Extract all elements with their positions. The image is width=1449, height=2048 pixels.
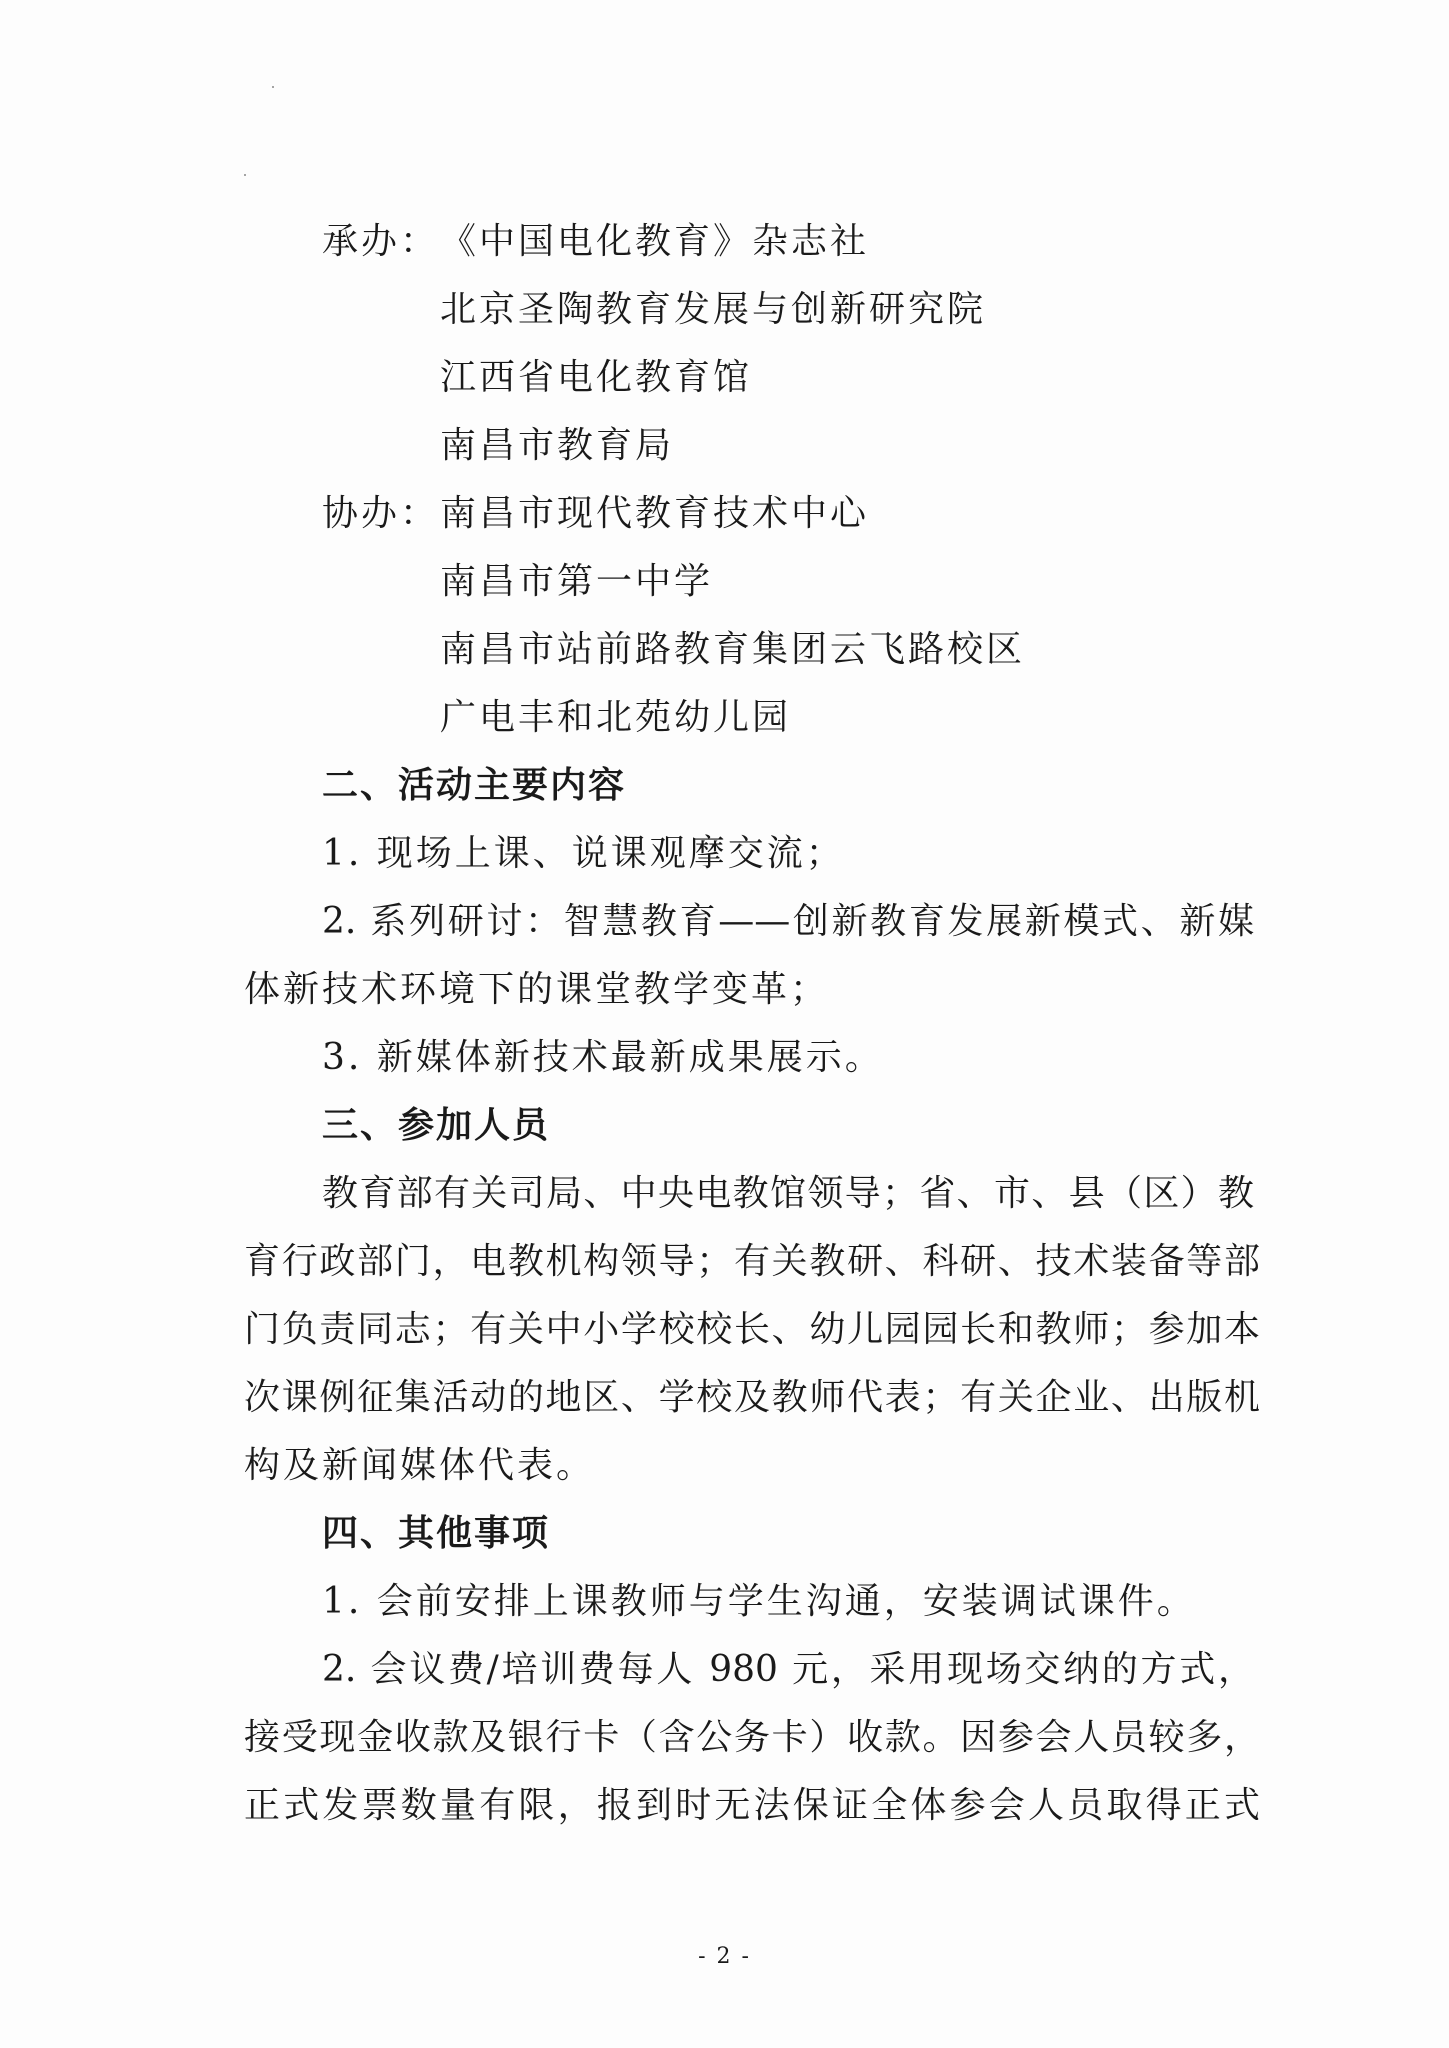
scan-speck (244, 174, 246, 176)
section3-line: 次课例征集活动的地区、学校及教师代表；有关企业、出版机 (244, 1377, 1260, 1418)
section3-line: 构及新闻媒体代表。 (244, 1445, 596, 1486)
co-organizer-item: 广电丰和北苑幼儿园 (440, 697, 792, 738)
co-organizer-item: 南昌市站前路教育集团云飞路校区 (440, 629, 1026, 670)
host-label: 承办： (322, 221, 440, 262)
scan-speck (272, 86, 274, 88)
section3-line: 教育部有关司局、中央电教馆领导；省、市、县（区）教 (322, 1173, 1254, 1214)
section2-item: 3. 新媒体新技术最新成果展示。 (322, 1037, 884, 1078)
co-organizer-label: 协办： (322, 493, 440, 534)
section4-line: 接受现金收款及银行卡（含公务卡）收款。因参会人员较多， (244, 1717, 1260, 1758)
section4-heading: 四、其他事项 (322, 1513, 551, 1554)
host-item: 北京圣陶教育发展与创新研究院 (440, 289, 987, 330)
section2-heading: 二、活动主要内容 (322, 765, 627, 806)
section2-item: 1. 现场上课、说课观摩交流； (322, 833, 845, 874)
section3-heading: 三、参加人员 (322, 1105, 551, 1146)
section4-line: 2. 会议费/培训费每人 980 元，采用现场交纳的方式， (322, 1649, 1254, 1690)
section4-line: 1. 会前安排上课教师与学生沟通，安装调试课件。 (322, 1581, 1196, 1622)
host-item: 江西省电化教育馆 (440, 357, 753, 398)
page-number: - 2 - (698, 1944, 751, 1969)
co-organizer-item: 南昌市第一中学 (440, 561, 714, 602)
section2-item: 体新技术环境下的课堂教学变革； (244, 969, 830, 1010)
section4-line: 正式发票数量有限，报到时无法保证全体参会人员取得正式 (244, 1785, 1260, 1826)
section2-item: 2. 系列研讨：智慧教育——创新教育发展新模式、新媒 (322, 901, 1254, 942)
host-item: 南昌市教育局 (440, 425, 675, 466)
section3-line: 门负责同志；有关中小学校校长、幼儿园园长和教师；参加本 (244, 1309, 1260, 1350)
host-item: 《中国电化教育》杂志社 (440, 221, 870, 262)
co-organizer-item: 南昌市现代教育技术中心 (440, 493, 870, 534)
section3-line: 育行政部门，电教机构领导；有关教研、科研、技术装备等部 (244, 1241, 1260, 1282)
